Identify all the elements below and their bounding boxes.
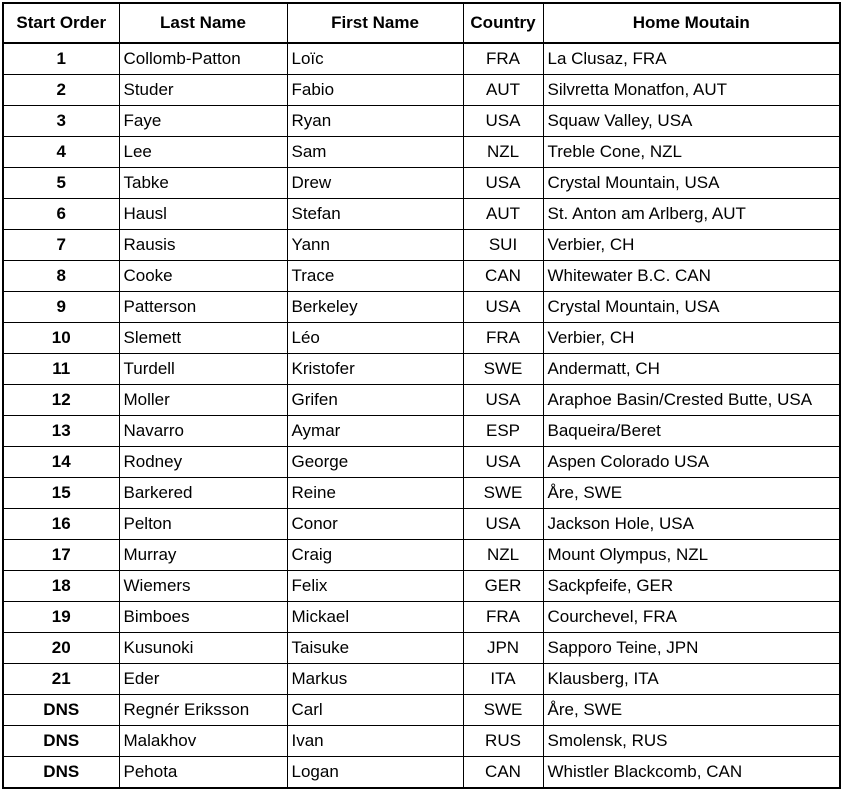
cell-country: SUI [463, 230, 543, 261]
cell-home-mountain: Silvretta Monatfon, AUT [543, 75, 840, 106]
cell-start-order: DNS [3, 757, 119, 789]
cell-first-name: Carl [287, 695, 463, 726]
cell-start-order: 13 [3, 416, 119, 447]
cell-first-name: Markus [287, 664, 463, 695]
cell-home-mountain: Jackson Hole, USA [543, 509, 840, 540]
cell-start-order: 8 [3, 261, 119, 292]
cell-first-name: Ivan [287, 726, 463, 757]
table-row [3, 292, 840, 323]
table-row [3, 664, 840, 695]
header-last-name: Last Name [119, 3, 287, 43]
table-header [3, 3, 840, 43]
cell-country: AUT [463, 75, 543, 106]
cell-first-name: Trace [287, 261, 463, 292]
cell-first-name: Craig [287, 540, 463, 571]
cell-start-order: 6 [3, 199, 119, 230]
table-row [3, 43, 840, 75]
cell-last-name: Tabke [119, 168, 287, 199]
cell-home-mountain: Smolensk, RUS [543, 726, 840, 757]
cell-first-name: Berkeley [287, 292, 463, 323]
cell-last-name: Pehota [119, 757, 287, 789]
cell-country: SWE [463, 478, 543, 509]
cell-start-order: 12 [3, 385, 119, 416]
header-country: Country [463, 3, 543, 43]
cell-first-name: Reine [287, 478, 463, 509]
table-row [3, 757, 840, 789]
header-home-mountain: Home Moutain [543, 3, 840, 43]
table-row [3, 75, 840, 106]
cell-last-name: Faye [119, 106, 287, 137]
cell-first-name: Kristofer [287, 354, 463, 385]
cell-start-order: 1 [3, 43, 119, 75]
cell-country: FRA [463, 323, 543, 354]
cell-start-order: 14 [3, 447, 119, 478]
cell-home-mountain: Klausberg, ITA [543, 664, 840, 695]
table-row [3, 261, 840, 292]
cell-start-order: 15 [3, 478, 119, 509]
cell-start-order: DNS [3, 695, 119, 726]
cell-last-name: Cooke [119, 261, 287, 292]
cell-last-name: Navarro [119, 416, 287, 447]
table-row [3, 323, 840, 354]
cell-last-name: Slemett [119, 323, 287, 354]
cell-home-mountain: Andermatt, CH [543, 354, 840, 385]
cell-country: USA [463, 292, 543, 323]
cell-start-order: 5 [3, 168, 119, 199]
cell-home-mountain: Courchevel, FRA [543, 602, 840, 633]
cell-start-order: 16 [3, 509, 119, 540]
cell-start-order: 9 [3, 292, 119, 323]
cell-first-name: Yann [287, 230, 463, 261]
cell-country: USA [463, 509, 543, 540]
table-row [3, 137, 840, 168]
table-row [3, 478, 840, 509]
table-row [3, 509, 840, 540]
cell-home-mountain: Squaw Valley, USA [543, 106, 840, 137]
cell-country: USA [463, 168, 543, 199]
table-row [3, 540, 840, 571]
cell-start-order: 7 [3, 230, 119, 261]
cell-home-mountain: Aspen Colorado USA [543, 447, 840, 478]
cell-last-name: Moller [119, 385, 287, 416]
cell-last-name: Barkered [119, 478, 287, 509]
cell-last-name: Collomb-Patton [119, 43, 287, 75]
cell-start-order: 3 [3, 106, 119, 137]
cell-last-name: Studer [119, 75, 287, 106]
cell-start-order: 4 [3, 137, 119, 168]
start-list-table [2, 2, 841, 789]
table-row [3, 168, 840, 199]
table-row [3, 602, 840, 633]
cell-home-mountain: Åre, SWE [543, 695, 840, 726]
cell-first-name: Léo [287, 323, 463, 354]
cell-last-name: Lee [119, 137, 287, 168]
table-row [3, 726, 840, 757]
cell-country: NZL [463, 137, 543, 168]
table-row [3, 447, 840, 478]
table-row [3, 354, 840, 385]
cell-start-order: 21 [3, 664, 119, 695]
cell-start-order: 18 [3, 571, 119, 602]
cell-country: JPN [463, 633, 543, 664]
cell-home-mountain: Baqueira/Beret [543, 416, 840, 447]
cell-last-name: Patterson [119, 292, 287, 323]
cell-country: FRA [463, 602, 543, 633]
cell-country: SWE [463, 354, 543, 385]
cell-home-mountain: Verbier, CH [543, 323, 840, 354]
cell-start-order: DNS [3, 726, 119, 757]
cell-first-name: George [287, 447, 463, 478]
table-body [3, 43, 840, 788]
cell-first-name: Felix [287, 571, 463, 602]
cell-last-name: Malakhov [119, 726, 287, 757]
cell-country: ITA [463, 664, 543, 695]
cell-last-name: Wiemers [119, 571, 287, 602]
cell-country: NZL [463, 540, 543, 571]
cell-last-name: Rodney [119, 447, 287, 478]
cell-home-mountain: Treble Cone, NZL [543, 137, 840, 168]
cell-first-name: Conor [287, 509, 463, 540]
header-row [3, 3, 840, 43]
cell-first-name: Sam [287, 137, 463, 168]
header-start-order: Start Order [3, 3, 119, 43]
table-row [3, 571, 840, 602]
cell-first-name: Ryan [287, 106, 463, 137]
cell-first-name: Loïc [287, 43, 463, 75]
cell-home-mountain: Mount Olympus, NZL [543, 540, 840, 571]
cell-country: RUS [463, 726, 543, 757]
cell-first-name: Fabio [287, 75, 463, 106]
cell-home-mountain: Araphoe Basin/Crested Butte, USA [543, 385, 840, 416]
cell-first-name: Logan [287, 757, 463, 789]
cell-first-name: Mickael [287, 602, 463, 633]
cell-country: ESP [463, 416, 543, 447]
cell-last-name: Hausl [119, 199, 287, 230]
table-row [3, 695, 840, 726]
cell-country: USA [463, 106, 543, 137]
cell-country: SWE [463, 695, 543, 726]
table-row [3, 199, 840, 230]
cell-home-mountain: Crystal Mountain, USA [543, 292, 840, 323]
cell-home-mountain: Sackpfeife, GER [543, 571, 840, 602]
cell-home-mountain: La Clusaz, FRA [543, 43, 840, 75]
cell-home-mountain: Åre, SWE [543, 478, 840, 509]
cell-start-order: 19 [3, 602, 119, 633]
cell-last-name: Rausis [119, 230, 287, 261]
table-row [3, 633, 840, 664]
cell-last-name: Pelton [119, 509, 287, 540]
header-first-name: First Name [287, 3, 463, 43]
cell-last-name: Murray [119, 540, 287, 571]
table-row [3, 230, 840, 261]
cell-last-name: Kusunoki [119, 633, 287, 664]
cell-country: USA [463, 385, 543, 416]
cell-first-name: Taisuke [287, 633, 463, 664]
cell-start-order: 11 [3, 354, 119, 385]
cell-country: AUT [463, 199, 543, 230]
cell-last-name: Turdell [119, 354, 287, 385]
cell-start-order: 10 [3, 323, 119, 354]
cell-home-mountain: Whistler Blackcomb, CAN [543, 757, 840, 789]
cell-home-mountain: Crystal Mountain, USA [543, 168, 840, 199]
cell-last-name: Bimboes [119, 602, 287, 633]
cell-start-order: 20 [3, 633, 119, 664]
cell-first-name: Grifen [287, 385, 463, 416]
cell-first-name: Stefan [287, 199, 463, 230]
table-row [3, 385, 840, 416]
cell-first-name: Aymar [287, 416, 463, 447]
cell-last-name: Regnér Eriksson [119, 695, 287, 726]
cell-country: FRA [463, 43, 543, 75]
table-row [3, 106, 840, 137]
cell-home-mountain: Sapporo Teine, JPN [543, 633, 840, 664]
cell-country: CAN [463, 261, 543, 292]
cell-home-mountain: Verbier, CH [543, 230, 840, 261]
cell-start-order: 2 [3, 75, 119, 106]
table-row [3, 416, 840, 447]
cell-country: GER [463, 571, 543, 602]
cell-home-mountain: Whitewater B.C. CAN [543, 261, 840, 292]
cell-country: USA [463, 447, 543, 478]
cell-first-name: Drew [287, 168, 463, 199]
cell-last-name: Eder [119, 664, 287, 695]
cell-start-order: 17 [3, 540, 119, 571]
cell-home-mountain: St. Anton am Arlberg, AUT [543, 199, 840, 230]
cell-country: CAN [463, 757, 543, 789]
